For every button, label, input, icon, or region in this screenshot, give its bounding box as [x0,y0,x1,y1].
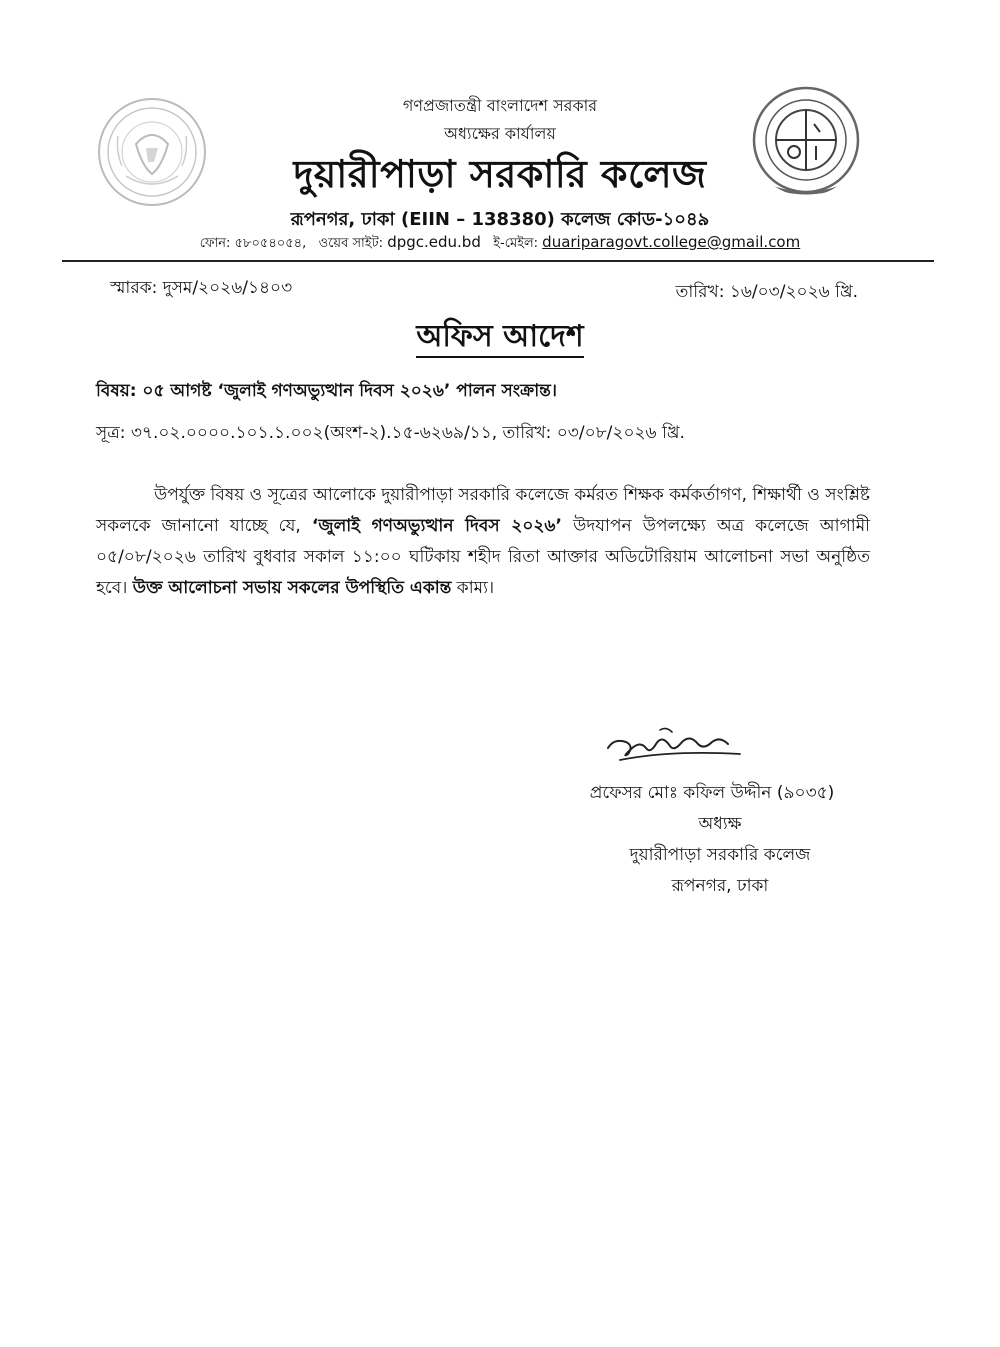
letterhead-divider [62,260,934,262]
body-text-2: উদযাপন উপলক্ষ্যে অত্র কলেজে আগামী ০৫/০৮/২০২৬ তারিখ বুধবার সকাল ১১:০০ ঘটিকায় শহীদ রিতা আক্তার অডিটোরিয়াম আলোচনা সভা অনুষ্ঠিত হবে। [96,516,871,598]
email-label: ই-মেইল: [493,236,539,251]
body-text-3: কাম্য। [451,578,495,598]
order-title-wrap [0,312,1000,363]
event-name: ‘জুলাই গণঅভ্যুত্থান দিবস ২০২৬’ [311,516,562,536]
email-link[interactable]: duariparagovt.college@gmail.com [542,233,801,251]
subject-line: বিষয়: ০৫ আগষ্ট ‘জুলাই গণঅভ্যুত্থান দিবস ২০২৬’ পালন সংক্রান্ত। [96,381,557,401]
signatory-institution: দুয়ারীপাড়া সরকারি কলেজ [629,845,811,865]
signatory-block [540,778,900,902]
signatory-name: প্রফেসর মোঃ কফিল উদ্দীন (৯০৩৫) [589,783,835,803]
phone-number: ৫৮০৫৪০৫৪, [234,236,307,251]
handwritten-signature [600,720,750,770]
college-name: দুয়ারীপাড়া সরকারি কলেজ [293,152,707,196]
website-link[interactable]: dpgc.edu.bd [387,233,481,251]
college-address: রূপনগর, ঢাকা (EIIN – 138380) কলেজ কোড-১০৪৯ [290,209,710,230]
signatory-designation: অধ্যক্ষ [698,814,742,834]
signatory-location: রূপনগর, ঢাকা [671,876,769,896]
contact-line [0,233,1000,255]
government-heading: গণপ্রজাতন্ত্রী বাংলাদেশ সরকার [402,96,598,115]
order-title: অফিস আদেশ [416,319,583,358]
office-heading: অধ্যক্ষের কার্যালয় [444,124,556,143]
memo-number: স্মারক: দুসম/২০২৬/১৪০৩ [110,278,293,298]
reference-line: সূত্র: ৩৭.০২.০০০০.১০১.১.০০২(অংশ-২).১৫-৬২৬৯/১১, তারিখ: ০৩/০৮/২০২৬ খ্রি. [96,423,685,443]
body-text-1: উপর্যুক্ত বিষয় ও সূত্রের আলোকে দুয়ারীপাড়া সরকারি কলেজে কর্মরত শিক্ষক কর্মকর্তাগণ, শিক্ষার্থী ও সংশ্লিষ্ট সকলকে জানানো যাচ্ছে যে, [96,485,870,536]
attendance-request: উক্ত আলোচনা সভায় সকলের উপস্থিতি একান্ত [132,578,452,598]
body-paragraph [96,480,870,604]
website-label: ওয়েব সাইট: [318,236,384,251]
issue-date: তারিখ: ১৬/০৩/২০২৬ খ্রি. [675,282,858,302]
phone-label: ফোন: [199,236,231,251]
